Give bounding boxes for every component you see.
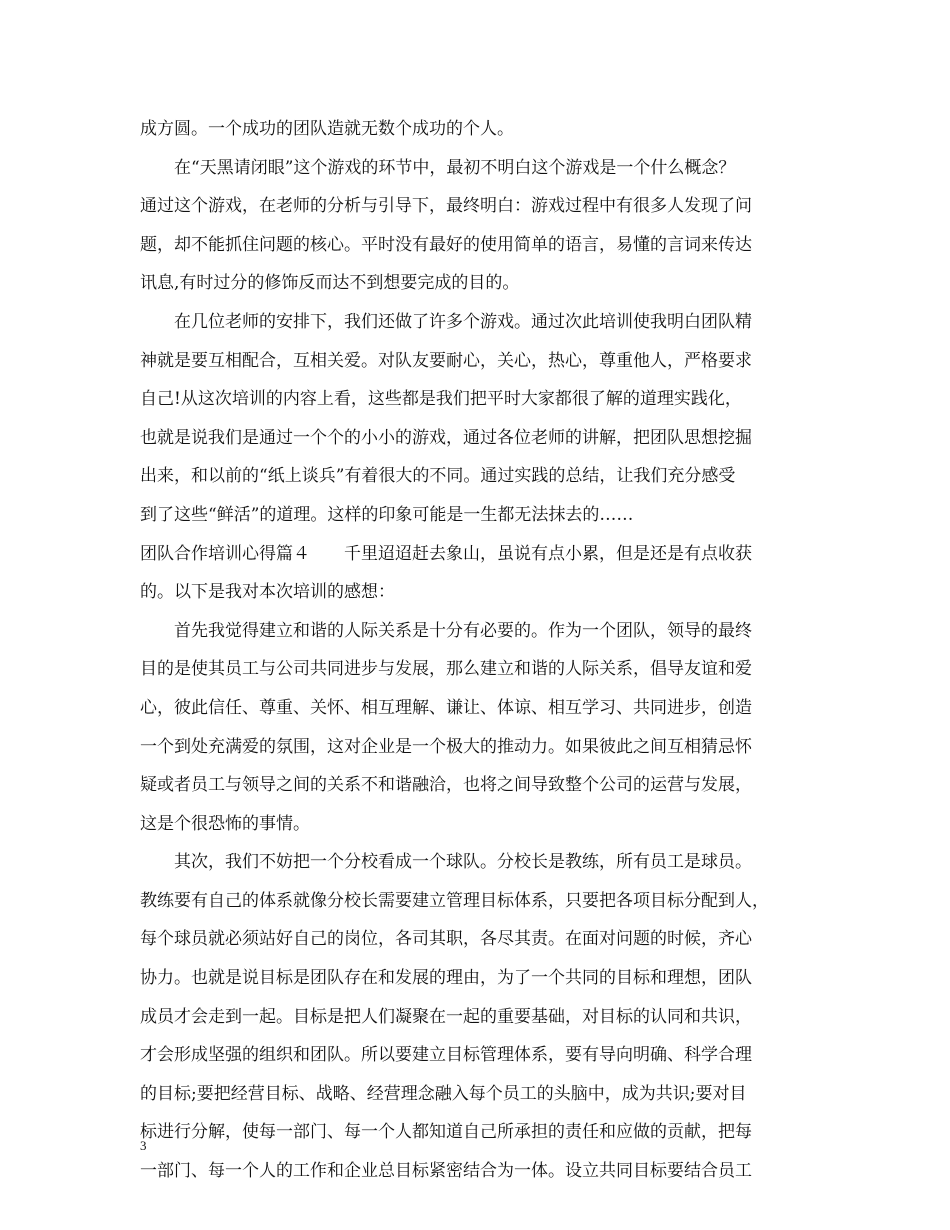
text-line: 自己!从这次培训的内容上看，这些都是我们把平时大家都很了解的道理实践化， (140, 389, 742, 410)
section-heading-line: 团队合作培训心得篇４ 千里迢迢赶去象山，虽说有点小累，但是还是有点收获 (140, 543, 752, 564)
text-line: 神就是要互相配合，互相关爱。对队友要耐心，关心，热心，尊重他人，严格要求 (140, 350, 752, 371)
text-line: 题，却不能抓住问题的核心。平时没有最好的使用简单的语言，易懂的言词来传达 (140, 234, 752, 255)
text-line: 在“天黑请闭眼”这个游戏的环节中，最初不明白这个游戏是一个什么概念？ (140, 157, 736, 178)
text-line: 讯息,有时过分的修饰反而达不到想要完成的目的。 (140, 273, 520, 294)
text-line: 在几位老师的安排下，我们还做了许多个游戏。通过次此培训使我明白团队精 (140, 311, 752, 332)
text-line: 这是个很恐怖的事情。 (140, 813, 310, 834)
text-line: 成员才会走到一起。目标是把人们凝聚在一起的重要基础，对目标的认同和共识， (140, 1006, 752, 1027)
text-line: 其次，我们不妨把一个分校看成一个球队。分校长是教练，所有员工是球员。 (140, 852, 752, 873)
text-line: 出来，和以前的“纸上谈兵”有着很大的不同。通过实践的总结，让我们充分感受 (140, 466, 736, 487)
text-line: 一部门、每一个人的工作和企业总目标紧密结合为一体。设立共同目标要结合员工 (140, 1161, 752, 1182)
text-line: 通过这个游戏，在老师的分析与引导下，最终明白：游戏过程中有很多人发现了问 (140, 196, 752, 217)
body-text (140, 110, 830, 1191)
text-line: 才会形成坚强的组织和团队。所以要建立目标管理体系，要有导向明确、科学合理 (140, 1045, 752, 1066)
text-line: 每个球员就必须站好自己的岗位，各司其职，各尽其责。在面对问题的时候，齐心 (140, 929, 752, 950)
text-line: 成方圆。一个成功的团队造就无数个成功的个人。 (140, 119, 514, 139)
text-line: 一个到处充满爱的氛围，这对企业是一个极大的推动力。如果彼此之间互相猜忌怀 (140, 736, 752, 757)
text-line: 教练要有自己的体系就像分校长需要建立管理目标体系，只要把各项目标分配到人， (140, 890, 769, 911)
text-line: 目的是使其员工与公司共同进步与发展，那么建立和谐的人际关系，倡导友谊和爱 (140, 659, 752, 680)
text-line: 心，彼此信任、尊重、关怀、相互理解、谦让、体谅、相互学习、共同进步，创造 (140, 697, 752, 718)
page-number: 3 (140, 1138, 147, 1153)
text-line: 也就是说我们是通过一个个的小小的游戏，通过各位老师的讲解，把团队思想挖掘 (140, 427, 752, 448)
text-line: 到了这些“鲜活”的道理。这样的印象可能是一生都无法抹去的…… (140, 504, 634, 525)
text-line: 首先我觉得建立和谐的人际关系是十分有必要的。作为一个团队，领导的最终 (140, 620, 752, 641)
text-line: 疑或者员工与领导之间的关系不和谐融洽，也将之间导致整个公司的运营与发展， (140, 775, 752, 796)
text-line: 的。以下是我对本次培训的感想： (140, 582, 395, 603)
text-line: 标进行分解，使每一部门、每一个人都知道自己所承担的责任和应做的贡献，把每 (140, 1122, 752, 1143)
text-line: 的目标;要把经营目标、战略、经营理念融入每个员工的头脑中，成为共识;要对目 (140, 1083, 747, 1104)
text-line: 协力。也就是说目标是团队存在和发展的理由，为了一个共同的目标和理想，团队 (140, 968, 752, 989)
